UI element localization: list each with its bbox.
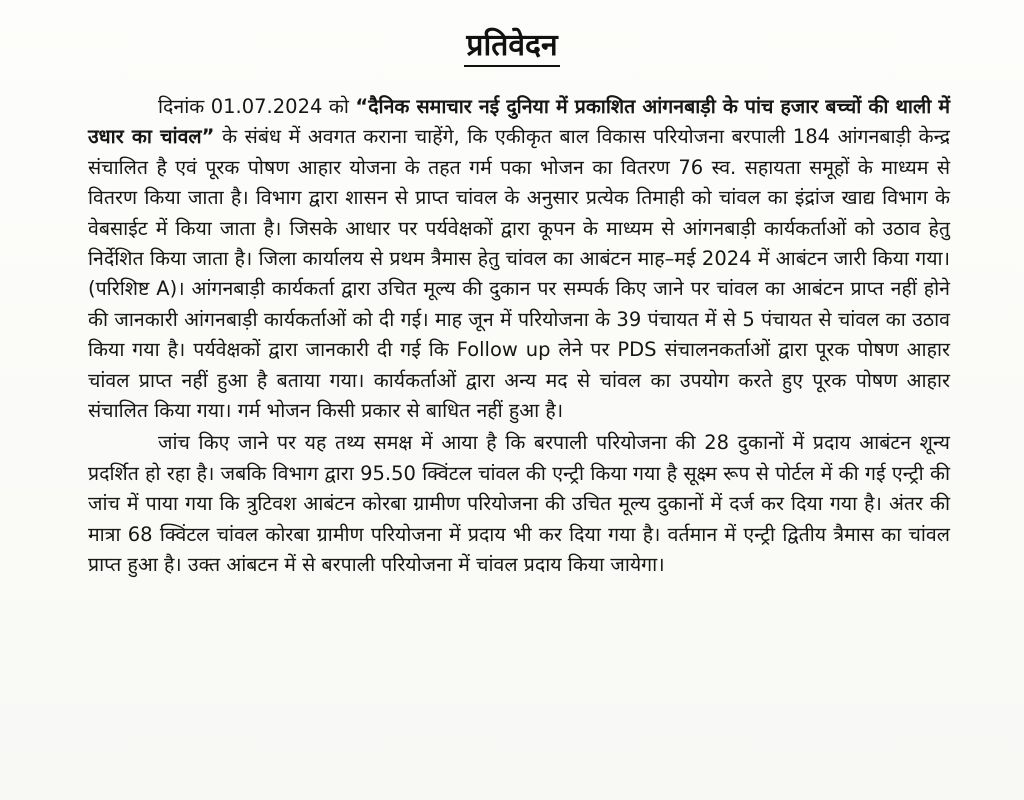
document-title-text: प्रतिवेदन [464,28,559,67]
news-headline: “दैनिक समाचार नई दुनिया में प्रकाशित आंगनबाड़ी के पांच हजार बच्चों की थाली में उधार का चांवल” [88,95,950,149]
paragraph-1-text: के संबंध में अवगत कराना चाहेंगे, कि एकीकृत बाल विकास परियोजना बरपाली 184 आंगनबाड़ी केन्द्र संचालित है एवं पूरक पोषण आहार योजना के तहत गर्म पका भोजन का वितरण 76 स्व. सहायता समूहों के माध्यम से वितरण किया जाता है। विभाग द्वारा शासन से प्राप्त चांवल के अनुसार प्रत्येक तिमाही को चांवल का इंद्रांज खाद्य विभाग के वेबसाईट में किया जाता है। जिसके आधार पर पर्यवेक्षकों द्वारा कूपन के माध्यम से आंगनबाड़ी कार्यकर्ताओं को उठाव हेतु निर्देशित किया जाता है। जिला कार्यालय से प्रथम त्रैमास हेतु चांवल का आबंटन माह–मई 2024 में आबंटन जारी किया गया। (परिशिष्ट A)। आंगनबाड़ी कार्यकर्ता द्वारा उचित मूल्य की दुकान पर सम्पर्क किए जाने पर चांवल का आबंटन प्राप्त नहीं होने की जानकारी आंगनबाड़ी कार्यकर्ताओं को दी गई। माह जून में परियोजना के 39 पंचायत में से 5 पंचायत से चांवल का उठाव किया गया है। पर्यवेक्षकों द्वारा जानकारी दी गई कि Follow up लेने पर PDS संचालनकर्ताओं द्वारा पूरक पोषण आहार चांवल प्राप्त नहीं हुआ है बताया गया। कार्यकर्ताओं द्वारा अन्य मद से चांवल का उपयोग करते हुए पूरक पोषण आहार संचालित किया गया। गर्म भोजन किसी प्रकार से बाधित नहीं हुआ है। [88,125,950,423]
paragraph-1-lead: दिनांक 01.07.2024 को [158,95,356,118]
paragraph-1 [88,92,950,426]
paragraph-2: जांच किए जाने पर यह तथ्य समक्ष में आया है कि बरपाली परियोजना की 28 दुकानों में प्रदाय आबंटन शून्य प्रदर्शित हो रहा है। जबकि विभाग द्वारा 95.50 क्विंटल चांवल की एन्ट्री किया गया है सूक्ष्म रूप से पोर्टल में की गई एन्ट्री की जांच में पाया गया कि त्रुटिवश आबंटन कोरबा ग्रामीण परियोजना की उचित मूल्य दुकानों में दर्ज कर दिया गया है। अंतर की मात्रा 68 क्विंटल चांवल कोरबा ग्रामीण परियोजना में प्रदाय भी कर दिया गया है। वर्तमान में एन्ट्री द्वितीय त्रैमास का चांवल प्राप्त हुआ है। उक्त आंबटन में से बरपाली परियोजना में चांवल प्रदाय किया जायेगा। [88,431,950,577]
document-title [0,24,1024,68]
document-body [88,92,950,581]
